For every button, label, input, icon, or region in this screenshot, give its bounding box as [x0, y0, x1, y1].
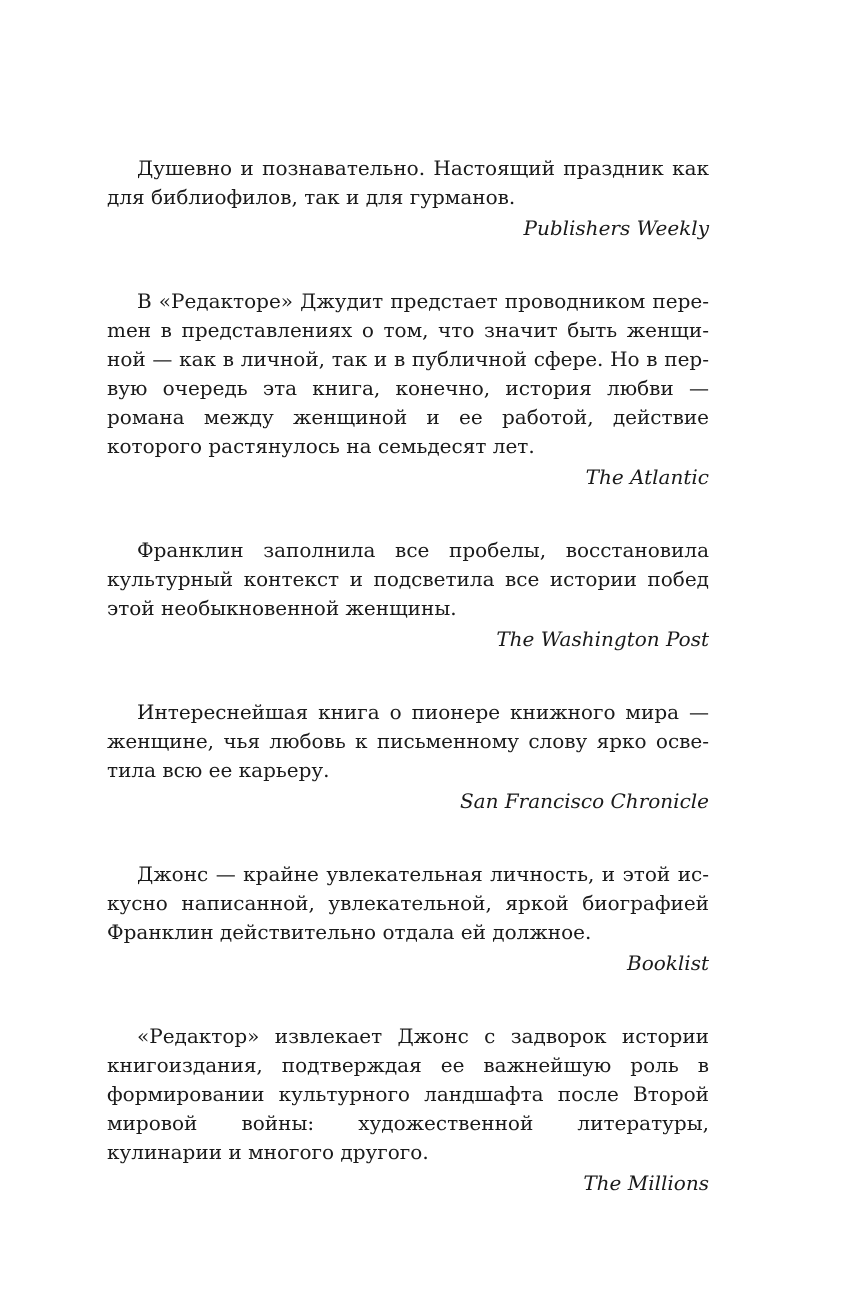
review-block — [107, 1022, 709, 1198]
review-block — [107, 287, 709, 492]
review-block — [107, 698, 709, 816]
review-source: Publishers Weekly — [523, 216, 709, 240]
book-page — [107, 154, 709, 1242]
review-quote: Джонс — крайне увлекательная личность, и этой искусно написанной, увлекательной, яркой биографией Франклин действительно отдала ей должное. — [107, 862, 709, 944]
review-source: San Francisco Chronicle — [459, 789, 709, 813]
review-source: The Millions — [583, 1171, 709, 1195]
review-block — [107, 154, 709, 243]
review-quote: В «Редакторе» Джудит предстает проводником переmен в представлениях о том, что значит быть женщиной — как в личной, так и в публичной сфере. Но в первую очередь эта книга, конечно, история любви — романа между женщиной и ее работой, действие которого растянулось на семьдесят лет. — [107, 289, 709, 458]
review-block — [107, 536, 709, 654]
review-source: Booklist — [627, 951, 709, 975]
review-block — [107, 860, 709, 978]
review-quote: «Редактор» извлекает Джонс с задворок истории книгоиздания, подтверждая ее важнейшую роль в формировании культурного ландшафта после Второй мировой войны: художественной литературы, кулинарии и многого другого. — [107, 1024, 709, 1164]
review-quote: Душевно и познавательно. Настоящий праздник как для библиофилов, так и для гурманов. — [107, 156, 709, 209]
review-quote: Интереснейшая книга о пионере книжного мира — женщине, чья любовь к письменному слову ярко осветила всю ее карьеру. — [107, 700, 709, 782]
review-quote: Франклин заполнила все пробелы, восстановила культурный контекст и подсветила все истории побед этой необыкновенной женщины. — [107, 538, 709, 620]
review-source: The Washington Post — [496, 627, 709, 651]
review-source: The Atlantic — [585, 465, 709, 489]
